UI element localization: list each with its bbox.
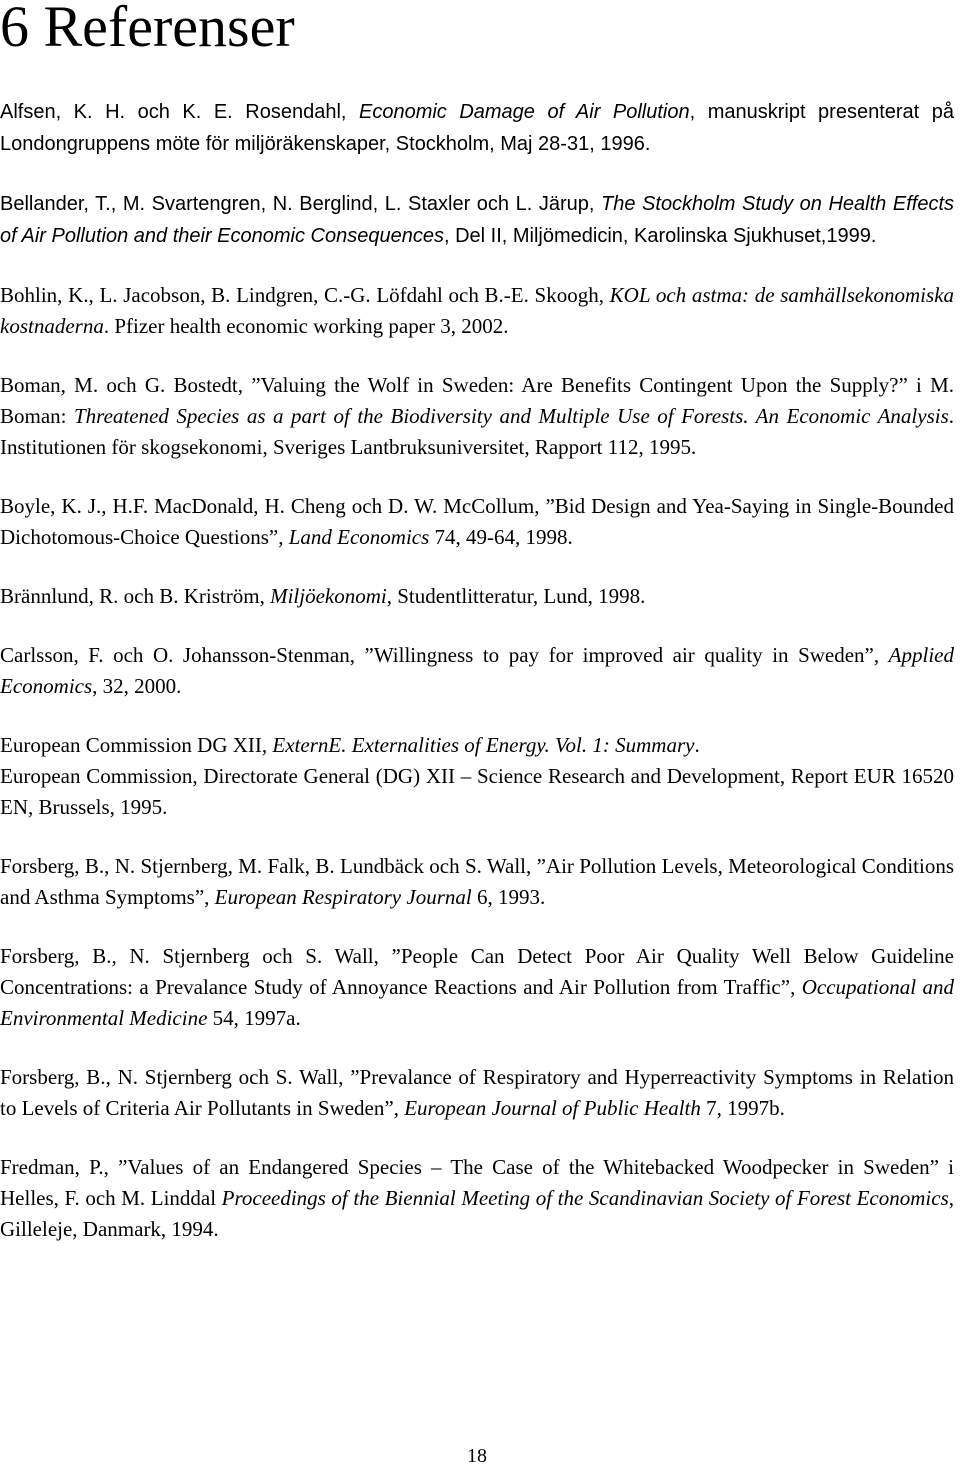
reference-text: European Commission, Directorate General (DG) XII – Science Research and Development, Report EUR 16520 EN, Brussels, 1995.: [0, 764, 954, 819]
reference-text: Brännlund, R. och B. Kriström,: [0, 584, 271, 608]
reference-text: Bohlin, K., L. Jacobson, B. Lindgren, C.-G. Löfdahl och B.-E. Skoogh,: [0, 283, 610, 307]
reference-entry: [0, 941, 954, 1034]
reference-title-italic: KOL och astma: de samhällsekonomiska kostnaderna: [0, 283, 955, 338]
reference-entry: [0, 1062, 954, 1124]
reference-text: 74, 49-64, 1998.: [429, 525, 573, 549]
page-number: 18: [467, 1445, 487, 1467]
reference-text: , 32, 2000.: [92, 674, 182, 698]
reference-title-italic: The Stockholm Study on Health Effects of Air Pollution and their Economic Consequences: [0, 193, 954, 247]
reference-text: 7, 1997b.: [700, 1096, 785, 1120]
reference-entry: [0, 370, 954, 463]
reference-entry: [0, 730, 954, 761]
reference-text: , Studentlitteratur, Lund, 1998.: [386, 584, 646, 608]
reference-entry: [0, 280, 954, 342]
reference-entry: [0, 96, 954, 160]
reference-title-italic: European Respiratory Journal: [214, 885, 472, 909]
reference-text: . Institutionen för skogsekonomi, Sveriges Lantbruksuniversitet, Rapport 112, 1995.: [0, 404, 955, 459]
reference-entry: [0, 1152, 954, 1245]
reference-entry: [0, 761, 954, 823]
reference-text: Alfsen, K. H. och K. E. Rosendahl,: [0, 101, 359, 123]
reference-text: Boyle, K. J., H.F. MacDonald, H. Cheng och D. W. McCollum, ”Bid Design and Yea-Saying in Single-Bounded Dichotomous-Choice Questions”,: [0, 494, 954, 549]
reference-title-italic: European Journal of Public Health: [404, 1096, 701, 1120]
reference-text: .: [694, 733, 700, 757]
reference-text: , Del II, Miljömedicin, Karolinska Sjukhuset,1999.: [443, 225, 877, 247]
reference-text: European Commission DG XII,: [0, 733, 273, 757]
reference-title-italic: Applied Economics: [0, 643, 954, 698]
reference-text: Boman, M. och G. Bostedt, ”Valuing the Wolf in Sweden: Are Benefits Contingent Upon the Supply?” i M. Boman:: [0, 373, 954, 428]
section-heading: 6 Referenser: [0, 0, 295, 59]
reference-entry: [0, 581, 954, 612]
reference-title-italic: Threatened Species as a part of the Biodiversity and Multiple Use of Forests. An Economic Analysis: [74, 404, 949, 428]
reference-text: , Gilleleje, Danmark, 1994.: [0, 1186, 954, 1241]
reference-text: , manuskript presenterat på Londongruppens möte för miljöräkenskaper, Stockholm, Maj 28-31, 1996.: [0, 101, 955, 155]
reference-title-italic: Economic Damage of Air Pollution: [358, 101, 690, 123]
reference-list: [0, 96, 954, 1273]
reference-title-italic: Land Economics: [288, 525, 430, 549]
reference-title-italic: Miljöekonomi: [270, 584, 387, 608]
reference-text: 6, 1993.: [471, 885, 546, 909]
reference-text: Carlsson, F. och O. Johansson-Stenman, ”Willingness to pay for improved air quality in Sweden”,: [0, 643, 889, 667]
reference-entry: [0, 640, 954, 702]
reference-entry: [0, 851, 954, 913]
reference-title-italic: ExternE. Externalities of Energy. Vol. 1: Summary: [272, 733, 695, 757]
reference-text: 54, 1997a.: [207, 1006, 301, 1030]
reference-text: Fredman, P., ”Values of an Endangered Species – The Case of the Whitebacked Woodpecker in Sweden” i Helles, F. och M. Linddal: [0, 1155, 954, 1210]
reference-entry: [0, 188, 954, 252]
reference-text: Bellander, T., M. Svartengren, N. Berglind, L. Staxler och L. Järup,: [0, 193, 602, 215]
reference-title-italic: Occupational and Environmental Medicine: [0, 975, 954, 1030]
reference-text: Forsberg, B., N. Stjernberg, M. Falk, B. Lundbäck och S. Wall, ”Air Pollution Levels, Meteorological Conditions and Asthma Symptoms”,: [0, 854, 954, 909]
reference-text: Forsberg, B., N. Stjernberg och S. Wall, ”People Can Detect Poor Air Quality Well Below Guideline Concentrations: a Prevalance Study of Annoyance Reactions and Air Pollution from Traffic”,: [0, 944, 954, 999]
reference-entry: [0, 491, 954, 553]
reference-title-italic: Proceedings of the Biennial Meeting of the Scandinavian Society of Forest Economics: [221, 1186, 949, 1210]
reference-text: Forsberg, B., N. Stjernberg och S. Wall, ”Prevalance of Respiratory and Hyperreactivity Symptoms in Relation to Levels of Criteria Air Pollutants in Sweden”,: [0, 1065, 954, 1120]
reference-text: . Pfizer health economic working paper 3, 2002.: [103, 314, 509, 338]
